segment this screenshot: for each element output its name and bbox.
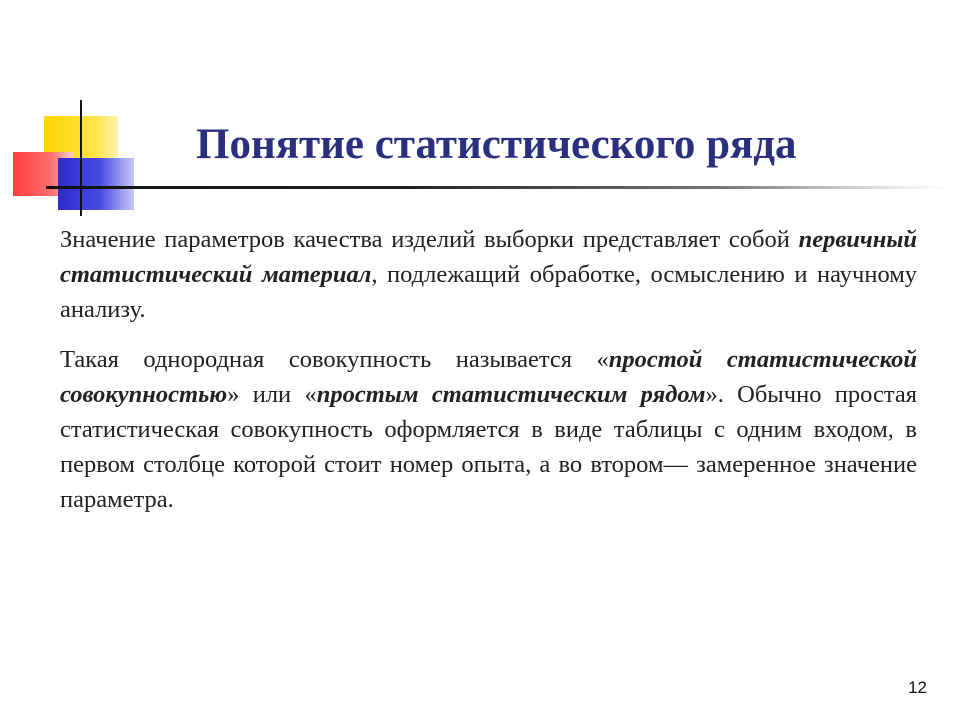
title-underline: [46, 186, 946, 189]
p2-emphasis-2: простым статистическим рядом: [316, 381, 706, 408]
vertical-line: [80, 100, 82, 216]
p1-emphasis: первичный статистический материал: [60, 226, 917, 288]
paragraph-1: [60, 222, 917, 327]
p1-text-2: , подлежащий обработке, осмыслению и научному анализу.: [60, 261, 917, 323]
page-number: 12: [908, 678, 927, 697]
p2-text-1: Такая однородная совокупность называется «: [60, 346, 609, 373]
p2-text-3: ». Обычно простая статистическая совокупность оформляется в виде таблицы с одним входом, в первом столбце которой стоит номер опыта, а во втором— замеренное значение параметра.: [60, 381, 917, 513]
slide-title: Понятие статистического ряда: [196, 121, 797, 168]
slide-body: [60, 222, 917, 531]
p1-text-1: Значение параметров качества изделий выборки представляет собой: [60, 226, 799, 253]
paragraph-2: [60, 342, 917, 517]
p2-text-2: » или «: [227, 381, 317, 408]
blue-square: [58, 158, 134, 210]
p2-emphasis-1: простой статистической совокупностью: [60, 346, 917, 408]
